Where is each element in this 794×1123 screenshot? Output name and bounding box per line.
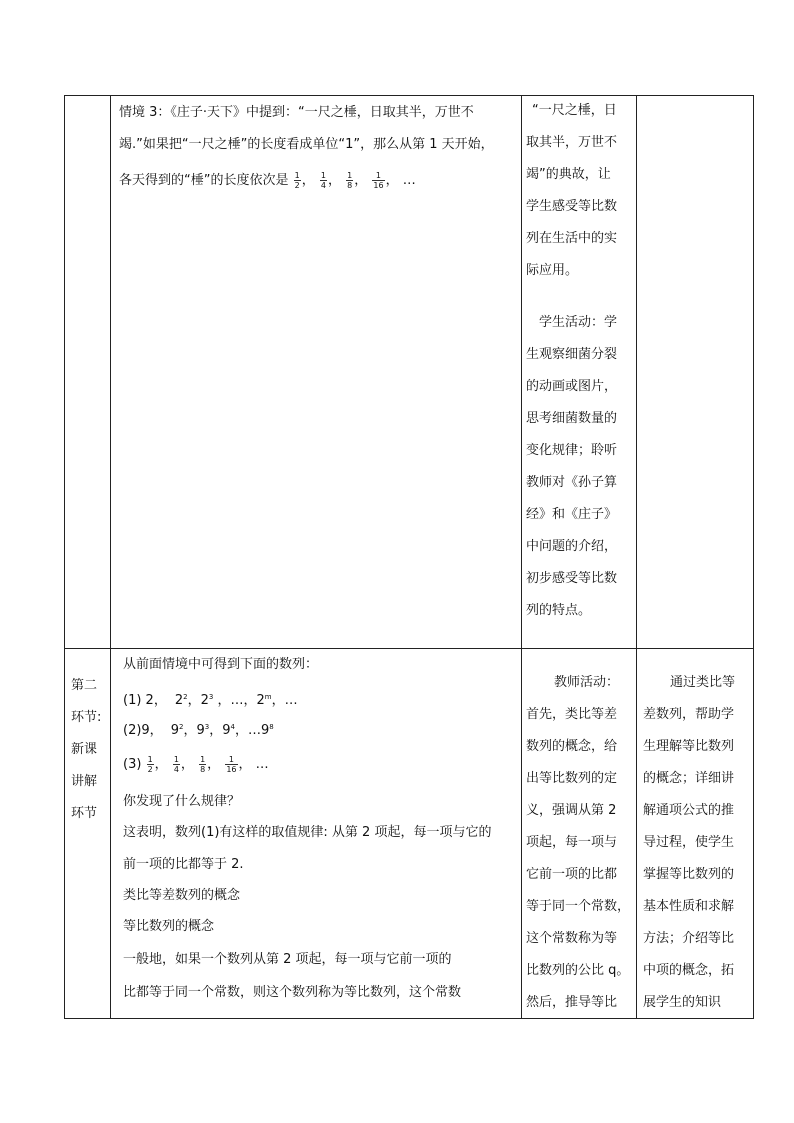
activity-line: 变化规律；聆听 bbox=[526, 443, 618, 458]
intent-line: 基本性质和求解 bbox=[643, 899, 735, 914]
activity-line: 列的特点。 bbox=[526, 603, 592, 618]
sequence-3: (3) $\frac{1}{2}$ ， $\frac{1}{4}$ ， $\frac{1}{8}$ ， $\frac{1}{16}$ ， … bbox=[123, 755, 269, 774]
stage-label-line: 环节 bbox=[71, 806, 98, 821]
column-divider-3 bbox=[636, 96, 637, 1018]
activity-line: 义，强调从第 2 bbox=[526, 803, 617, 818]
fraction: $\frac{1}{8}$ bbox=[347, 171, 353, 190]
intent-line: 通过类比等 bbox=[670, 675, 736, 690]
activity-line: 学生感受等比数 bbox=[526, 199, 618, 214]
activity-line: 项起，每一项与 bbox=[526, 835, 618, 850]
activity-line: 的动画或图片， bbox=[526, 379, 618, 394]
stage-label-line: 讲解 bbox=[71, 774, 98, 789]
activity-line: 教师活动： bbox=[554, 675, 620, 690]
context-line-2: 竭.”如果把“一尺之棰”的长度看成单位“1”，那么从第 1 天开始， bbox=[119, 137, 494, 152]
activity-line: 思考细菌数量的 bbox=[526, 411, 618, 426]
intent-line: 展学生的知识 bbox=[643, 995, 722, 1010]
activity-line: 然后，推导等比 bbox=[526, 995, 618, 1010]
definition-line: 一般地，如果一个数列从第 2 项起，每一项与它前一项的 bbox=[123, 952, 452, 967]
question-text: 你发现了什么规律？ bbox=[123, 794, 241, 809]
activity-line: 首先，类比等差 bbox=[526, 707, 618, 722]
context-line-3-prefix: 各天得到的“棰”的长度依次是 bbox=[119, 173, 289, 188]
fraction: $\frac{1}{8}$ bbox=[200, 755, 206, 774]
stage-label-line: 环节: bbox=[71, 710, 102, 725]
intent-line: 解通项公式的推 bbox=[643, 803, 735, 818]
ellipsis: … bbox=[402, 173, 416, 188]
stage-label-line: 第二 bbox=[71, 678, 98, 693]
activity-line: 初步感受等比数 bbox=[526, 571, 618, 586]
activity-line: 学生活动：学 bbox=[539, 315, 618, 330]
intent-line: 差数列，帮助学 bbox=[643, 707, 735, 722]
fraction: $\frac{1}{2}$ bbox=[294, 171, 300, 190]
paragraph-line: 这表明，数列(1)有这样的取值规律: 从第 2 项起，每一项与它的 bbox=[123, 825, 492, 840]
fraction-separator: ， bbox=[301, 173, 315, 188]
context-line-3 bbox=[119, 171, 416, 191]
context-line-1: 情境 3：《庄子·天下》中提到：“一尺之棰，日取其半，万世不 bbox=[119, 105, 474, 120]
row-divider bbox=[65, 648, 753, 649]
intent-line: 中项的概念，拓 bbox=[643, 963, 735, 978]
subheading: 类比等差数列的概念 bbox=[123, 888, 241, 903]
definition-line: 比都等于同一个常数，则这个数列称为等比数列，这个常数 bbox=[123, 985, 462, 1000]
activity-line: 教师对《孙子算 bbox=[526, 475, 618, 490]
activity-line: 它前一项的比都 bbox=[526, 867, 618, 882]
column-divider-1 bbox=[110, 96, 111, 1018]
fraction: $\frac{1}{16}$ bbox=[373, 171, 384, 190]
sequence-2: (2)9， $9^2$，$9^3$，$9^4$，$\dots 9^8$ bbox=[123, 723, 274, 738]
column-divider-2 bbox=[521, 96, 522, 1018]
activity-line: 列在生活中的实 bbox=[526, 231, 618, 246]
fraction-separator: ， bbox=[327, 173, 341, 188]
intent-line: 的概念；详细讲 bbox=[643, 771, 735, 786]
fraction: $\frac{1}{4}$ bbox=[320, 171, 326, 190]
fraction: $\frac{1}{16}$ bbox=[226, 755, 237, 774]
activity-line: 比数列的公比 q。 bbox=[526, 963, 630, 978]
fraction-separator: ， bbox=[385, 173, 399, 188]
fraction: $\frac{1}{4}$ bbox=[173, 755, 179, 774]
intent-line: 方法；介绍等比 bbox=[643, 931, 735, 946]
activity-line: 中问题的介绍， bbox=[526, 539, 618, 554]
activity-line: 等于同一个常数， bbox=[526, 899, 631, 914]
fraction: $\frac{1}{2}$ bbox=[147, 755, 153, 774]
activity-line: 数列的概念，给 bbox=[526, 739, 618, 754]
sequence-1: (1) 2， $2^2$，$2^3$ ，…，2$^m$，… bbox=[123, 693, 298, 708]
activity-line: 竭”的典故，让 bbox=[526, 167, 611, 182]
intro-text: 从前面情境中可得到下面的数列： bbox=[123, 657, 319, 672]
subheading: 等比数列的概念 bbox=[123, 919, 215, 934]
activity-line: 这个常数称为等 bbox=[526, 931, 618, 946]
activity-line: 际应用。 bbox=[526, 263, 579, 278]
fraction-separator: ， bbox=[354, 173, 368, 188]
intent-line: 掌握等比数列的 bbox=[643, 867, 735, 882]
stage-label-line: 新课 bbox=[71, 742, 98, 757]
activity-line: “一尺之棰，日 bbox=[532, 103, 617, 118]
activity-line: 经》和《庄子》 bbox=[526, 507, 618, 522]
activity-line: 生观察细菌分裂 bbox=[526, 347, 618, 362]
intent-line: 生理解等比数列 bbox=[643, 739, 735, 754]
intent-line: 导过程，使学生 bbox=[643, 835, 735, 850]
activity-line: 出等比数列的定 bbox=[526, 771, 618, 786]
activity-line: 取其半，万世不 bbox=[526, 135, 618, 150]
paragraph-line: 前一项的比都等于 2. bbox=[123, 857, 244, 872]
